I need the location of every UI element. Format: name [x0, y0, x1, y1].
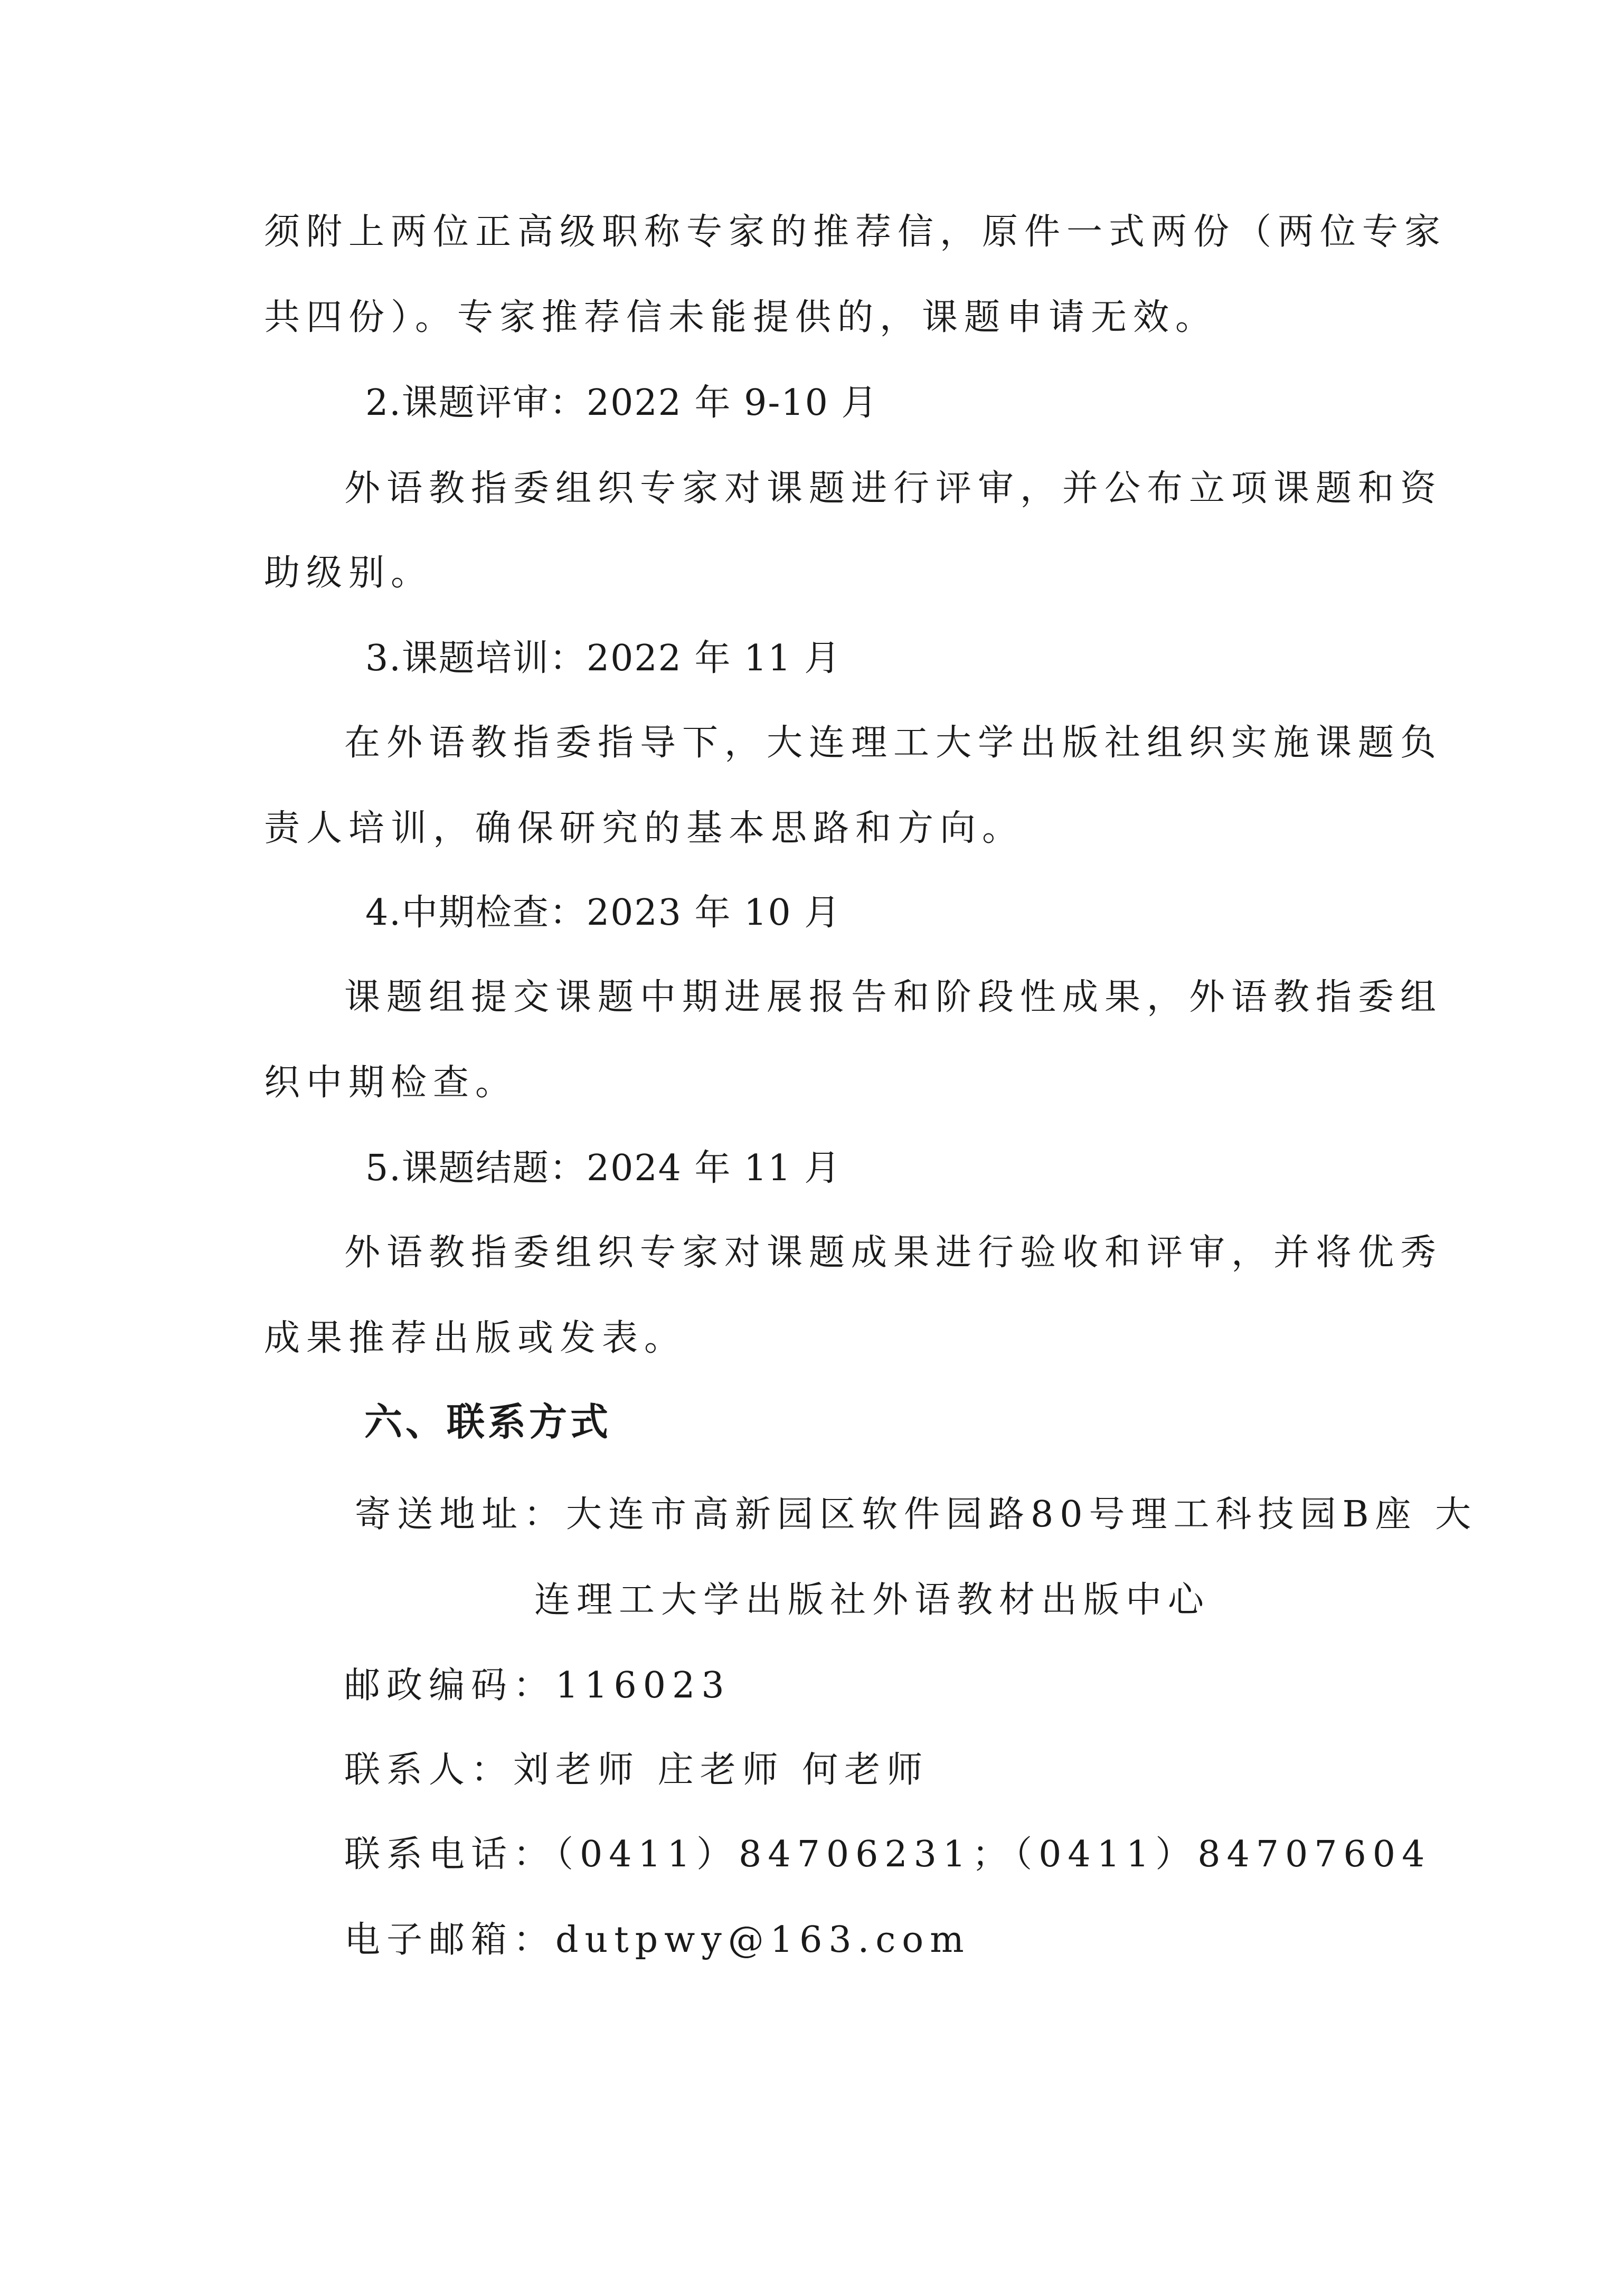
- paragraph-line: 须附上两位正高级职称专家的推荐信，原件一式两份（两位专家: [264, 211, 1447, 253]
- section-heading: 六、联系方式: [364, 1400, 612, 1444]
- paragraph-line: 责人培训，确保研究的基本思路和方向。: [264, 808, 1025, 849]
- paragraph-line: 外语教指委组织专家对课题成果进行验收和评审，并将优秀: [344, 1232, 1443, 1274]
- paragraph-line: 共四份）。专家推荐信未能提供的，课题申请无效。: [264, 297, 1218, 338]
- contact-persons-line: 联系人：刘老师 庄老师 何老师: [344, 1749, 929, 1791]
- section-title: 4.中期检查：2023 年 10 月: [365, 892, 842, 934]
- email-line: 电子邮箱：dutpwy@163.com: [344, 1919, 970, 1961]
- paragraph-line: 成果推荐出版或发表。: [264, 1317, 687, 1359]
- section-title: 5.课题结题：2024 年 11 月: [365, 1147, 842, 1189]
- address-line: 连理工大学出版社外语教材出版中心: [534, 1579, 1211, 1621]
- section-title: 2.课题评审：2022 年 9-10 月: [365, 382, 879, 424]
- section-title: 3.课题培训：2022 年 11 月: [365, 638, 842, 679]
- postcode-line: 邮政编码：116023: [344, 1665, 731, 1706]
- phone-line: 联系电话：（0411）84706231；（0411）84707604: [344, 1834, 1431, 1875]
- paragraph-line: 在外语教指委指导下，大连理工大学出版社组织实施课题负: [344, 722, 1443, 764]
- paragraph-line: 助级别。: [264, 552, 433, 594]
- paragraph-line: 课题组提交课题中期进展报告和阶段性成果，外语教指委组: [344, 976, 1443, 1018]
- address-line: 寄送地址：大连市高新园区软件园路80号理工科技园B座 大: [355, 1494, 1478, 1535]
- paragraph-line: 外语教指委组织专家对课题进行评审，并公布立项课题和资: [344, 468, 1443, 509]
- paragraph-line: 织中期检查。: [264, 1062, 518, 1104]
